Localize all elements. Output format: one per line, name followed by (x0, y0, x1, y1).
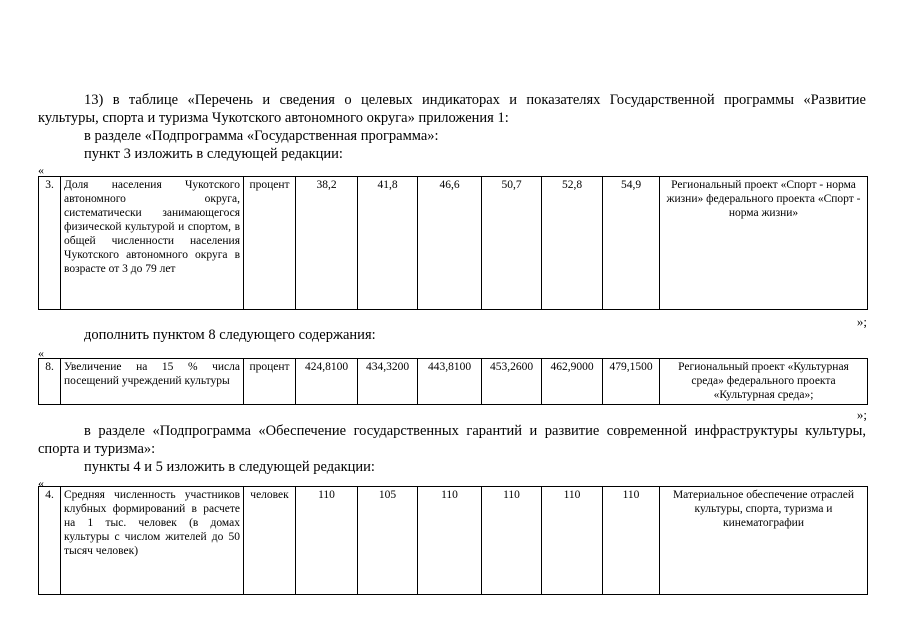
item3-instruction: пункт 3 изложить в следующей редакции: (84, 146, 343, 162)
project-note: Материальное обеспечение отраслей культуры, спорта, туризма и кинематографии (660, 487, 868, 595)
value-6: 54,9 (603, 177, 660, 310)
section2-line1: в разделе «Подпрограмма «Обеспечение государственных гарантий и развитие современной инфраструктуры культуры, (84, 423, 866, 439)
value-3: 443,8100 (418, 359, 482, 405)
value-4: 50,7 (482, 177, 542, 310)
close-quote-2: »; (856, 407, 867, 422)
close-quote-1: »; (856, 314, 867, 329)
value-1: 424,8100 (296, 359, 358, 405)
unit: человек (244, 487, 296, 595)
open-quote-1: « (38, 163, 44, 177)
section1-heading: в разделе «Подпрограмма «Государственная программа»: (84, 128, 439, 144)
open-quote-3: « (38, 476, 44, 490)
table-row (39, 487, 868, 595)
table-row (39, 177, 868, 310)
para13-line2: культуры, спорта и туризма Чукотского автономного округа» приложения 1: (38, 110, 509, 126)
indicator-name: Доля населения Чукотского автономного округа, систематически занимающегося физической культурой и спортом, в общей численности населения Чукотского автономного округа в возрасте от 3 до 79 лет (61, 177, 244, 310)
value-6: 479,1500 (603, 359, 660, 405)
unit: процент (244, 359, 296, 405)
value-2: 105 (358, 487, 418, 595)
section2-line2: спорта и туризма»: (38, 441, 156, 457)
items45-instruction: пункты 4 и 5 изложить в следующей редакции: (84, 459, 375, 475)
value-3: 46,6 (418, 177, 482, 310)
value-4: 110 (482, 487, 542, 595)
project-note: Региональный проект «Спорт - норма жизни» федерального проекта «Спорт - норма жизни» (660, 177, 868, 310)
value-3: 110 (418, 487, 482, 595)
table-item4 (38, 486, 868, 595)
table-item3 (38, 176, 868, 310)
row-number: 8. (39, 359, 61, 405)
value-5: 52,8 (542, 177, 603, 310)
value-5: 462,9000 (542, 359, 603, 405)
table-row (39, 359, 868, 405)
row-number: 3. (39, 177, 61, 310)
table-item8 (38, 358, 868, 405)
open-quote-2: « (38, 346, 44, 360)
value-1: 110 (296, 487, 358, 595)
para13-line1: 13) в таблице «Перечень и сведения о целевых индикаторах и показателях Государственной программы «Развитие (84, 92, 866, 108)
indicator-name: Средняя численность участников клубных формирований в расчете на 1 тыс. человек (в домах культуры с числом жителей до 50 тысяч человек) (61, 487, 244, 595)
row-number: 4. (39, 487, 61, 595)
value-2: 41,8 (358, 177, 418, 310)
indicator-name: Увеличение на 15 % числа посещений учреждений культуры (61, 359, 244, 405)
unit: процент (244, 177, 296, 310)
value-1: 38,2 (296, 177, 358, 310)
value-2: 434,3200 (358, 359, 418, 405)
value-6: 110 (603, 487, 660, 595)
value-4: 453,2600 (482, 359, 542, 405)
value-5: 110 (542, 487, 603, 595)
add-item8-instruction: дополнить пунктом 8 следующего содержания: (84, 327, 376, 343)
project-note: Региональный проект «Культурная среда» федерального проекта «Культурная среда»; (660, 359, 868, 405)
